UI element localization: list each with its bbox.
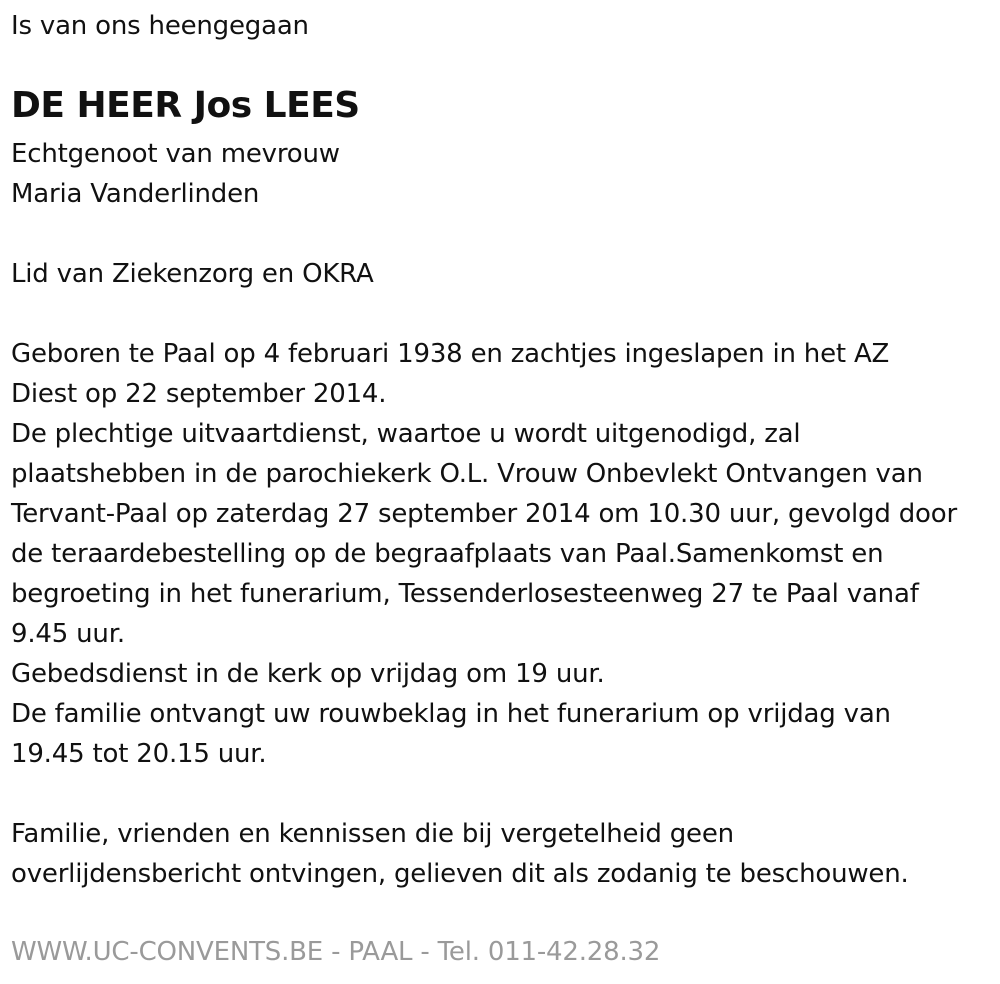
intro-text: Is van ons heengegaan	[11, 11, 309, 41]
closing-line: overlijdensbericht ontvingen, gelieven dit als zodanig te beschouwen.	[11, 859, 909, 889]
spouse-line: Echtgenoot van mevrouw	[11, 139, 340, 169]
closing-notice	[11, 814, 909, 894]
details-line: Gebedsdienst in de kerk op vrijdag om 19 uur.	[11, 659, 605, 689]
spouse-block	[11, 134, 340, 214]
closing-line: Familie, vrienden en kennissen die bij vergetelheid geen	[11, 819, 734, 849]
details-line: plaatshebben in de parochiekerk O.L. Vrouw Onbevlekt Ontvangen van	[11, 459, 923, 489]
details-line: Diest op 22 september 2014.	[11, 379, 387, 409]
membership-text: Lid van Ziekenzorg en OKRA	[11, 259, 374, 289]
deceased-name: DE HEER Jos LEES	[11, 85, 360, 126]
details-line: de teraardebestelling op de begraafplaats van Paal.Samenkomst en	[11, 539, 884, 569]
details-line: De plechtige uitvaartdienst, waartoe u wordt uitgenodigd, zal	[11, 419, 801, 449]
footer-contact: WWW.UC-CONVENTS.BE - PAAL - Tel. 011-42.28.32	[11, 937, 661, 967]
details-line: Geboren te Paal op 4 februari 1938 en zachtjes ingeslapen in het AZ	[11, 339, 890, 369]
details-line: Tervant-Paal op zaterdag 27 september 2014 om 10.30 uur, gevolgd door	[11, 499, 957, 529]
details-line: begroeting in het funerarium, Tessenderlosesteenweg 27 te Paal vanaf	[11, 579, 919, 609]
details-line: 19.45 tot 20.15 uur.	[11, 739, 267, 769]
spouse-line: Maria Vanderlinden	[11, 179, 260, 209]
funeral-details	[11, 334, 957, 774]
details-line: 9.45 uur.	[11, 619, 125, 649]
details-line: De familie ontvangt uw rouwbeklag in het funerarium op vrijdag van	[11, 699, 891, 729]
